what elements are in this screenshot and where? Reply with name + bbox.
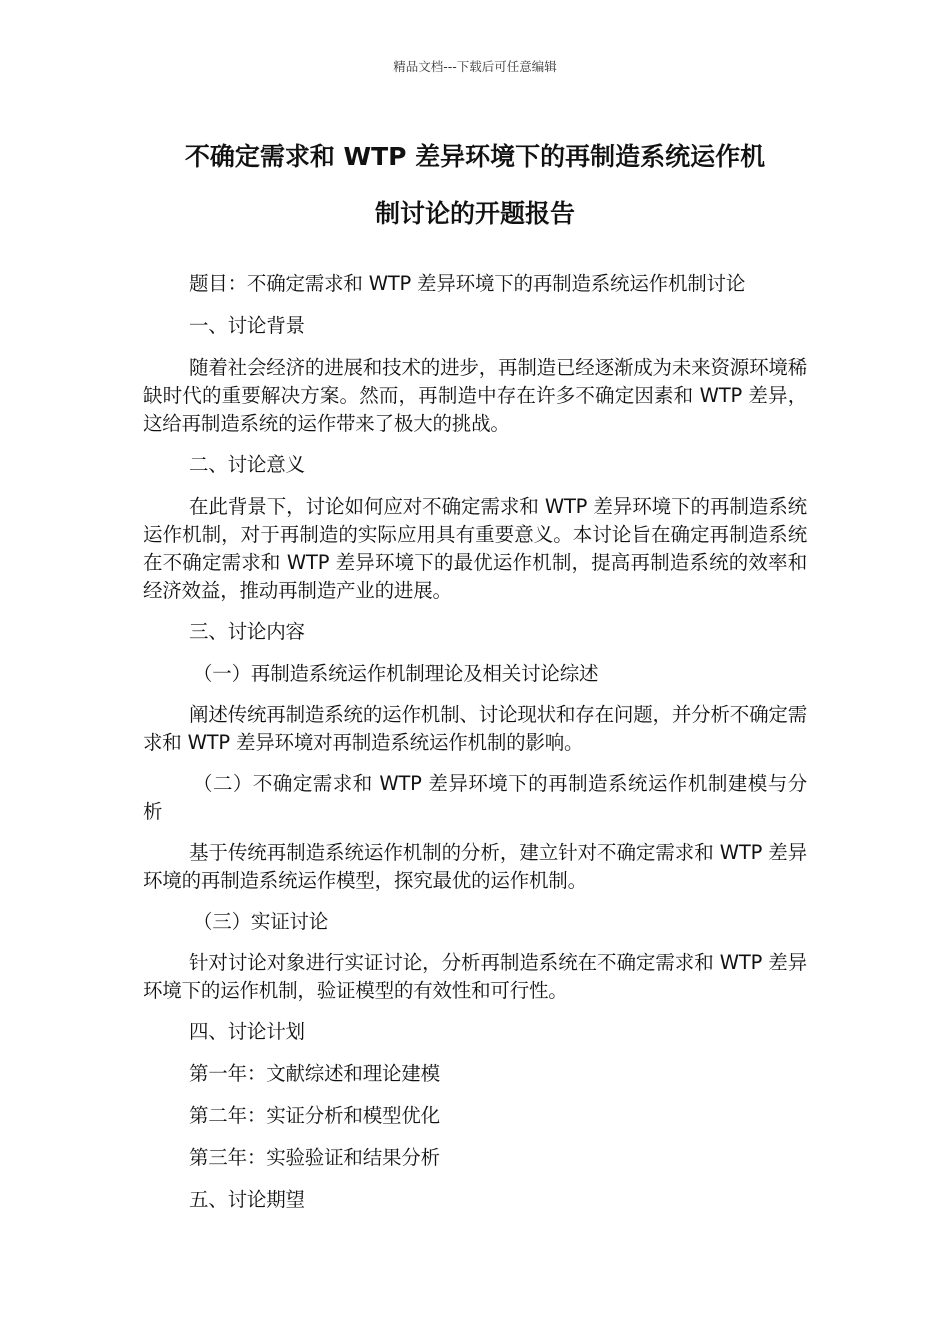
document-title xyxy=(143,128,807,242)
section-heading-plan: 四、讨论计划 xyxy=(189,1020,305,1043)
topic-line: 题目：不确定需求和 WTP 差异环境下的再制造系统运作机制讨论 xyxy=(189,272,746,295)
header-note: 精品文档---下载后可任意编辑 xyxy=(393,59,557,74)
plan-year-1: 第一年：文献综述和理论建模 xyxy=(189,1062,440,1085)
paragraph-subsection-1: 阐述传统再制造系统的运作机制、讨论现状和存在问题，并分析不确定需求和 WTP 差异环境对再制造系统运作机制的影响。 xyxy=(143,703,807,754)
paragraph-significance: 在此背景下，讨论如何应对不确定需求和 WTP 差异环境下的再制造系统运作机制，对于再制造的实际应用具有重要意义。本讨论旨在确定再制造系统在不确定需求和 WTP 差异环境下的最优运作机制，提高再制造系统的效率和经济效益，推动再制造产业的进展。 xyxy=(143,495,807,602)
plan-year-3: 第三年：实验验证和结果分析 xyxy=(189,1146,440,1169)
section-heading-expectation: 五、讨论期望 xyxy=(189,1188,305,1211)
title-line-2: 制讨论的开题报告 xyxy=(374,199,575,228)
section-heading-background: 一、讨论背景 xyxy=(189,314,305,337)
title-line-1: 不确定需求和 WTP 差异环境下的再制造系统运作机 xyxy=(184,142,766,171)
paragraph-background: 随着社会经济的进展和技术的进步，再制造已经逐渐成为未来资源环境稀缺时代的重要解决方案。然而，再制造中存在许多不确定因素和 WTP 差异，这给再制造系统的运作带来了极大的挑战。 xyxy=(143,356,807,435)
subsection-heading-1: （一）再制造系统运作机制理论及相关讨论综述 xyxy=(193,662,599,685)
paragraph-subsection-3: 针对讨论对象进行实证讨论，分析再制造系统在不确定需求和 WTP 差异环境下的运作机制，验证模型的有效性和可行性。 xyxy=(143,951,807,1002)
subsection-heading-2: （二）不确定需求和 WTP 差异环境下的再制造系统运作机制建模与分析 xyxy=(143,772,807,823)
document-body xyxy=(143,270,807,1228)
subsection-heading-3: （三）实证讨论 xyxy=(193,910,329,933)
paragraph-subsection-2: 基于传统再制造系统运作机制的分析，建立针对不确定需求和 WTP 差异环境的再制造系统运作模型，探究最优的运作机制。 xyxy=(143,841,807,892)
plan-year-2: 第二年：实证分析和模型优化 xyxy=(189,1104,440,1127)
section-heading-content: 三、讨论内容 xyxy=(189,620,305,643)
section-heading-significance: 二、讨论意义 xyxy=(189,453,305,476)
